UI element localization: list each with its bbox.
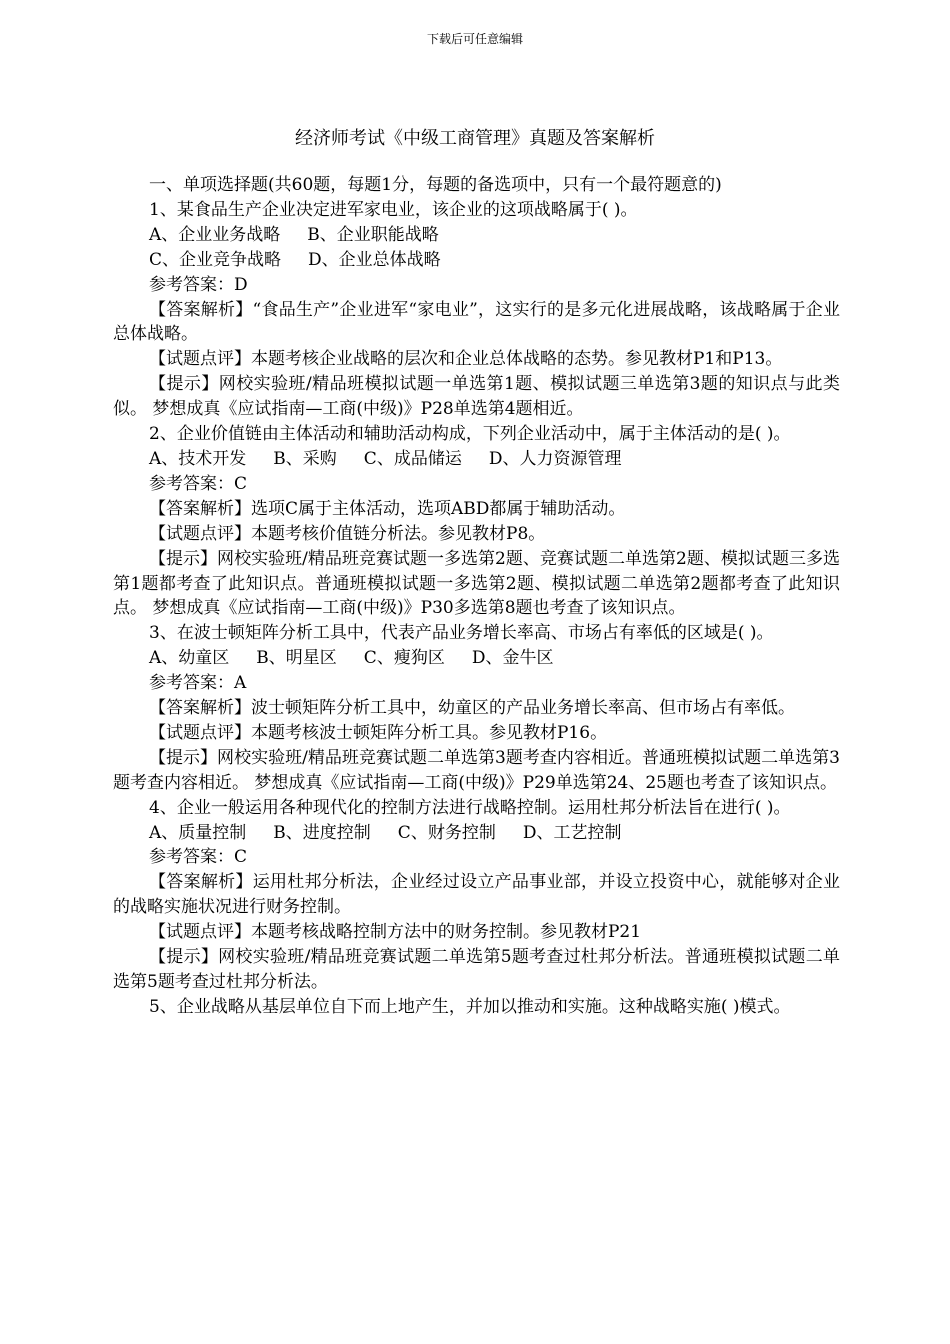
reference-answer: 参考答案：A — [149, 673, 247, 694]
document-body — [113, 173, 840, 1020]
question-stem: 2、企业价值链由主体活动和辅助活动构成，下列企业活动中，属于主体活动的是( )。 — [149, 424, 791, 445]
section-heading: 一、单项选择题(共60题，每题1分，每题的备选项中，只有一个最符题意的) — [149, 175, 722, 195]
answer-analysis: 【答案解析】“食品生产”企业进军“家电业”，这实行的是多元化进展战略，该战略属于企业总体战略。 — [113, 299, 840, 345]
answer-analysis: 【答案解析】选项C属于主体活动，选项ABD都属于辅助活动。 — [149, 498, 626, 519]
study-tip: 【提示】网校实验班/精品班模拟试题一单选第1题、模拟试题三单选第3题的知识点与此类似。 梦想成真《应试指南—工商(中级)》P28单选第4题相近。 — [113, 374, 840, 420]
answer-analysis: 【答案解析】波士顿矩阵分析工具中，幼童区的产品业务增长率高、但市场占有率低。 — [149, 698, 795, 719]
document-title: 经济师考试《中级工商管理》真题及答案解析 — [295, 128, 655, 149]
question-options: A、质量控制 B、进度控制 C、财务控制 D、工艺控制 — [149, 822, 622, 843]
reference-answer: 参考答案：C — [149, 847, 248, 868]
question-review: 【试题点评】本题考核价值链分析法。参见教材P8。 — [149, 523, 546, 544]
header-note: 下载后可任意编辑 — [426, 32, 523, 46]
question-options: C、企业竞争战略 D、企业总体战略 — [149, 249, 441, 270]
study-tip: 【提示】网校实验班/精品班竞赛试题一多选第2题、竞赛试题二单选第2题、模拟试题三多选第1题都考查了此知识点。普通班模拟试题一多选第2题、模拟试题二单选第2题都考查了此知识点。 梦想成真《应试指南—工商(中级)》P30多选第8题也考查了该知识点。 — [113, 548, 840, 619]
question-options: A、幼童区 B、明星区 C、瘦狗区 D、金牛区 — [149, 648, 554, 669]
study-tip: 【提示】网校实验班/精品班竞赛试题二单选第5题考查过杜邦分析法。普通班模拟试题二单选第5题考查过杜邦分析法。 — [113, 947, 840, 992]
question-options: A、技术开发 B、采购 C、成品储运 D、人力资源管理 — [149, 448, 622, 469]
question-options: A、企业业务战略 B、企业职能战略 — [149, 224, 439, 245]
question-stem: 3、在波士顿矩阵分析工具中，代表产品业务增长率高、市场占有率低的区域是( )。 — [149, 623, 774, 644]
question-review: 【试题点评】本题考核企业战略的层次和企业总体战略的态势。参见教材P1和P13。 — [149, 349, 783, 370]
question-stem: 1、某食品生产企业决定进军家电业，该企业的这项战略属于( )。 — [149, 199, 638, 220]
question-stem: 4、企业一般运用各种现代化的控制方法进行战略控制。运用杜邦分析法旨在进行( )。 — [149, 797, 791, 818]
answer-analysis: 【答案解析】运用杜邦分析法，企业经过设立产品事业部，并设立投资中心，就能够对企业的战略实施状况进行财务控制。 — [113, 872, 840, 918]
question-review: 【试题点评】本题考核战略控制方法中的财务控制。参见教材P21 — [149, 922, 642, 943]
question-stem: 5、企业战略从基层单位自下而上地产生，并加以推动和实施。这种战略实施( )模式。 — [149, 996, 791, 1017]
reference-answer: 参考答案：C — [149, 473, 248, 494]
question-review: 【试题点评】本题考核波士顿矩阵分析工具。参见教材P16。 — [149, 722, 608, 743]
study-tip: 【提示】网校实验班/精品班竞赛试题二单选第3题考查内容相近。普通班模拟试题二单选第3题考查内容相近。 梦想成真《应试指南—工商(中级)》P29单选第24、25题也考查了该知识点。 — [113, 747, 840, 793]
reference-answer: 参考答案：D — [149, 274, 248, 295]
